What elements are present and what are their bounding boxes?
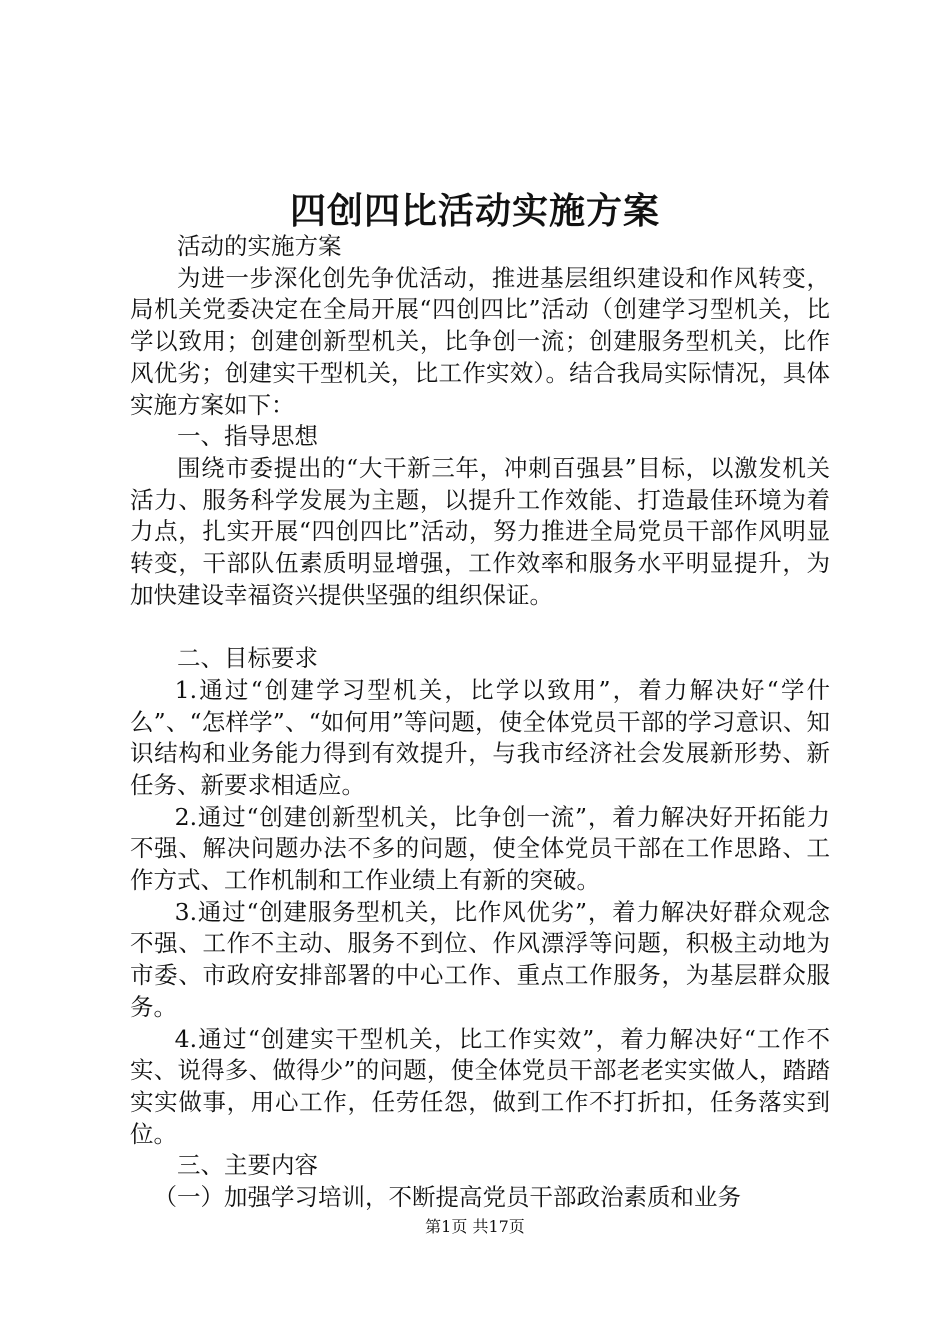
blank-line bbox=[130, 611, 830, 643]
paragraph-subtitle: 活动的实施方案 bbox=[177, 232, 342, 260]
paragraph-intro: 为进一步深化创先争优活动，推进基层组织建设和作风转变，局机关党委决定在全局开展“四创四比”活动（创建学习型机关，比学以致用；创建创新型机关，比争创一流；创建服务型机关，比作风优劣；创建实干型机关，比工作实效）。结合我局实际情况，具体实施方案如下： bbox=[130, 263, 830, 419]
document-body bbox=[130, 231, 830, 1214]
paragraph-goal-2: 2.通过“创建创新型机关，比争创一流”，着力解决好开拓能力不强、解决问题办法不多的问题，使全体党员干部在工作思路、工作方式、工作机制和工作业绩上有新的突破。 bbox=[130, 802, 830, 895]
paragraph-goal-4: 4.通过“创建实干型机关，比工作实效”，着力解决好“工作不实、说得多、做得少”的问题，使全体党员干部老老实实做人，踏踏实实做事，用心工作，任劳任怨，做到工作不打折扣，任务落实到位。 bbox=[130, 1024, 830, 1148]
heading-goals: 二、目标要求 bbox=[177, 644, 318, 673]
paragraph-content-1: （一）加强学习培训，不断提高党员干部政治素质和业务 bbox=[153, 1183, 741, 1212]
paragraph-goal-1: 1.通过“创建学习型机关，比学以致用”，着力解决好“学什么”、“怎样学”、“如何用”等问题，使全体党员干部的学习意识、知识结构和业务能力得到有效提升，与我市经济社会发展新形势、新任务、新要求相适应。 bbox=[130, 675, 830, 799]
heading-guiding-ideology: 一、指导思想 bbox=[177, 422, 318, 451]
document-title: 四创四比活动实施方案 bbox=[289, 190, 660, 232]
heading-main-content: 三、主要内容 bbox=[177, 1151, 318, 1180]
paragraph-guiding-ideology: 围绕市委提出的“大干新三年，冲刺百强县”目标，以激发机关活力、服务科学发展为主题，以提升工作效能、打造最佳环境为着力点，扎实开展“四创四比”活动，努力推进全局党员干部作风明显转变，干部队伍素质明显增强，工作效率和服务水平明显提升，为加快建设幸福资兴提供坚强的组织保证。 bbox=[130, 453, 830, 609]
paragraph-goal-3: 3.通过“创建服务型机关，比作风优劣”，着力解决好群众观念不强、工作不主动、服务不到位、作风漂浮等问题，积极主动地为市委、市政府安排部署的中心工作、重点工作服务，为基层群众服务。 bbox=[130, 897, 830, 1021]
page-number-footer: 第1页 共17页 bbox=[425, 1217, 525, 1236]
